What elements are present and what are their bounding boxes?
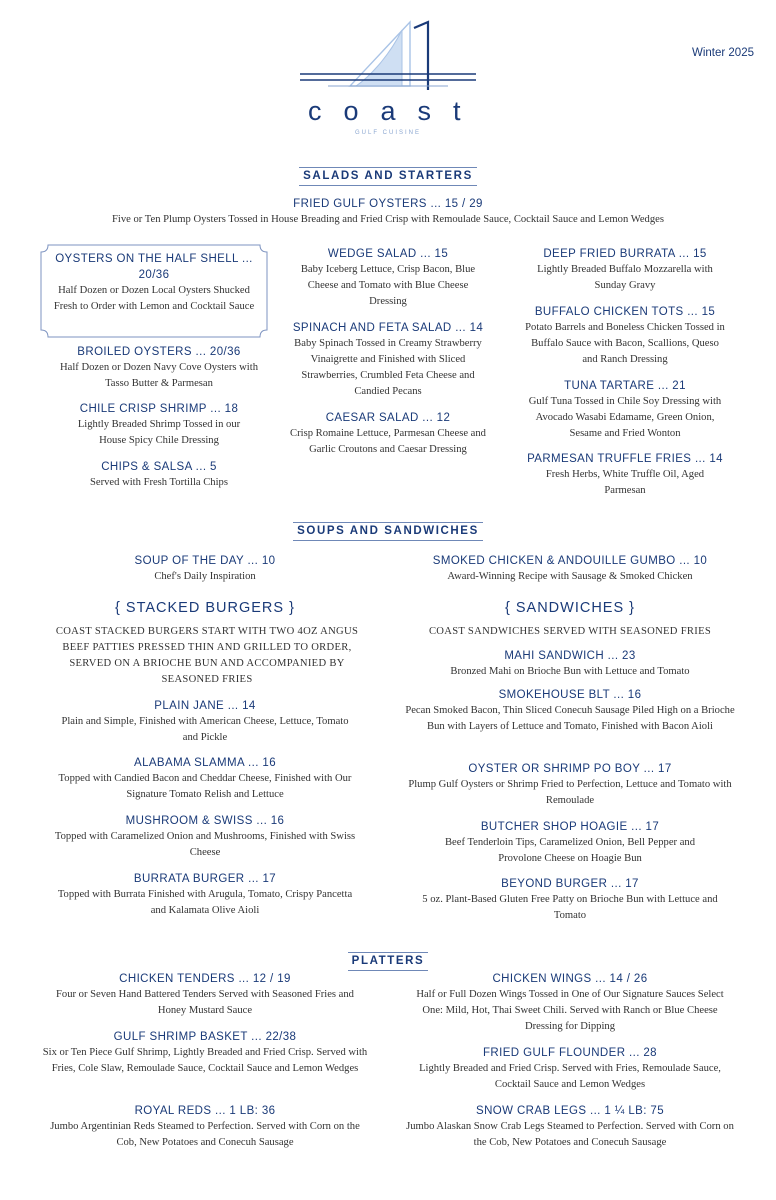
caesar-salad: CAESAR SALAD ... 12 Crisp Romaine Lettuce, Parmesan Cheese and Garlic Croutons and Caesar Dressing [290, 412, 486, 455]
mushroom-swiss: MUSHROOM & SWISS ... 16 Topped with Caramelized Onion and Mushrooms, Finished with Swiss Cheese [54, 815, 356, 858]
salads-heading: SALADS AND STARTERS [0, 166, 776, 186]
beyond-burger: BEYOND BURGER ... 17 5 oz. Plant-Based Gluten Free Patty on Brioche Bun with Lettuce and Tomato [422, 878, 718, 921]
brand-subtitle: GULF CUISINE [354, 130, 421, 136]
plain-jane: PLAIN JANE ... 14 Plain and Simple, Finished with American Cheese, Lettuce, Tomato and Pickle [61, 700, 349, 743]
chile-crisp-shrimp: CHILE CRISP SHRIMP ... 18 Lightly Breaded Shrimp Tossed in our House Spicy Chile Dressing [77, 403, 241, 446]
gulf-shrimp-basket: GULF SHRIMP BASKET ... 22/38 Six or Ten Piece Gulf Shrimp, Lightly Breaded and Fried Crisp. Served with Fries, Cole Slaw, Remoulade Sauce, Cocktail Sauce and Lemon Wedges [42, 1031, 368, 1074]
sandwiches-intro: COAST SANDWICHES SERVED WITH SEASONED FRIES [428, 626, 712, 637]
stacked-burgers-heading: { STACKED BURGERS } [115, 600, 295, 616]
smokehouse-blt: SMOKEHOUSE BLT ... 16 Pecan Smoked Bacon, Thin Sliced Conecuh Sausage Piled High on a Brioche Bun with Layers of Lettuce and Tomato, Finished with Bacon Aioli [405, 689, 735, 732]
burrata-burger: BURRATA BURGER ... 17 Topped with Burrata Finished with Arugula, Tomato, Crispy Pancetta and Kalamata Olive Aioli [57, 873, 353, 916]
fried-gulf-flounder: FRIED GULF FLOUNDER ... 28 Lightly Breaded and Fried Crisp. Served with Fries, Remoulade Sauce, Cocktail Sauce and Lemon Wedges [419, 1047, 721, 1090]
oyster-shrimp-po-boy: OYSTER OR SHRIMP PO BOY ... 17 Plump Gulf Oysters or Shrimp Fried to Perfection, Lettuce and Tomato with Remoulade [408, 763, 732, 806]
sandwiches-heading: { SANDWICHES } [504, 600, 636, 616]
oysters-half-shell: OYSTERS ON THE HALF SHELL ... 20/36 Half Dozen or Dozen Local Oysters Shucked Fresh to Order with Lemon and Cocktail Sauce [53, 253, 255, 312]
chips-salsa: CHIPS & SALSA ... 5 Served with Fresh Tortilla Chips [90, 461, 228, 488]
butcher-shop-hoagie: BUTCHER SHOP HOAGIE ... 17 Beef Tenderloin Tips, Caramelized Onion, Bell Pepper and Provolone Cheese on Hoagie Bun [444, 821, 696, 864]
feature-fried-gulf-oysters: FRIED GULF OYSTERS ... 15 / 29 Five or Ten Plump Oysters Tossed in House Breading and Fried Crisp with Remoulade Sauce, Cocktail Sauce and Lemon Wedges [112, 198, 664, 225]
burgers-intro: COAST STACKED BURGERS START WITH TWO 4OZ ANGUS BEEF PATTIES PRESSED THIN AND GRILLED TO ORDER, SERVED ON A BRIOCHE BUN AND ACCOMPANIED BY SEASONED FRIES [55, 626, 359, 685]
brand-name: coast [308, 96, 483, 126]
platters-heading: PLATTERS [0, 951, 776, 971]
parmesan-truffle-fries: PARMESAN TRUFFLE FRIES ... 14 Fresh Herbs, White Truffle Oil, Aged Parmesan [527, 453, 723, 496]
broiled-oysters: BROILED OYSTERS ... 20/36 Half Dozen or Dozen Navy Cove Oysters with Tasso Butter & Parmesan [60, 346, 258, 389]
season-label: Winter 2025 [691, 47, 754, 59]
mahi-sandwich: MAHI SANDWICH ... 23 Bronzed Mahi on Brioche Bun with Lettuce and Tomato [450, 650, 690, 677]
royal-reds: ROYAL REDS ... 1 LB: 36 Jumbo Argentinian Reds Steamed to Perfection. Served with Corn on the Cob, New Potatoes and Conecuh Sausage [50, 1105, 360, 1148]
snow-crab-legs: SNOW CRAB LEGS ... 1 ¼ LB: 75 Jumbo Alaskan Snow Crab Legs Steamed to Perfection. Served with Corn on the Cob, New Potatoes and Conecuh Sausage [406, 1105, 734, 1148]
tuna-tartare: TUNA TARTARE ... 21 Gulf Tuna Tossed in Chile Soy Dressing with Avocado Wasabi Edamame, Green Onion, Sesame and Fried Wonton [528, 380, 722, 439]
soups-heading: SOUPS AND SANDWICHES [0, 521, 776, 541]
chicken-tenders: CHICKEN TENDERS ... 12 / 19 Four or Seven Hand Battered Tenders Served with Seasoned Fries and Honey Mustard Sauce [56, 973, 354, 1016]
chicken-wings: CHICKEN WINGS ... 14 / 26 Half or Full Dozen Wings Tossed in One of Our Signature Sauces Select One: Mild, Hot, Thai Sweet Chili. Served with Ranch or Blue Cheese Dressing for Dipping [416, 973, 724, 1032]
buffalo-chicken-tots: BUFFALO CHICKEN TOTS ... 15 Potato Barrels and Boneless Chicken Tossed in Buffalo Sauce with Bacon, Scallions, Queso and Ranch Dressing [525, 306, 725, 365]
gumbo: SMOKED CHICKEN & ANDOUILLE GUMBO ... 10 Award-Winning Recipe with Sausage & Smoked Chicken [432, 555, 708, 582]
soup-of-the-day: SOUP OF THE DAY ... 10 Chef's Daily Inspiration [134, 555, 276, 582]
alabama-slamma: ALABAMA SLAMMA ... 16 Topped with Candied Bacon and Cheddar Cheese, Finished with Our Signature Tomato Relish and Lettuce [58, 757, 352, 800]
deep-fried-burrata: DEEP FRIED BURRATA ... 15 Lightly Breaded Buffalo Mozzarella with Sunday Gravy [537, 248, 713, 291]
wedge-salad: WEDGE SALAD ... 15 Baby Iceberg Lettuce, Crisp Bacon, Blue Cheese and Tomato with Blue Cheese Dressing [300, 248, 476, 307]
spinach-feta-salad: SPINACH AND FETA SALAD ... 14 Baby Spinach Tossed in Creamy Strawberry Vinaigrette and Finished with Sliced Strawberries, Crumbled Feta Cheese and Candied Pecans [292, 322, 484, 397]
